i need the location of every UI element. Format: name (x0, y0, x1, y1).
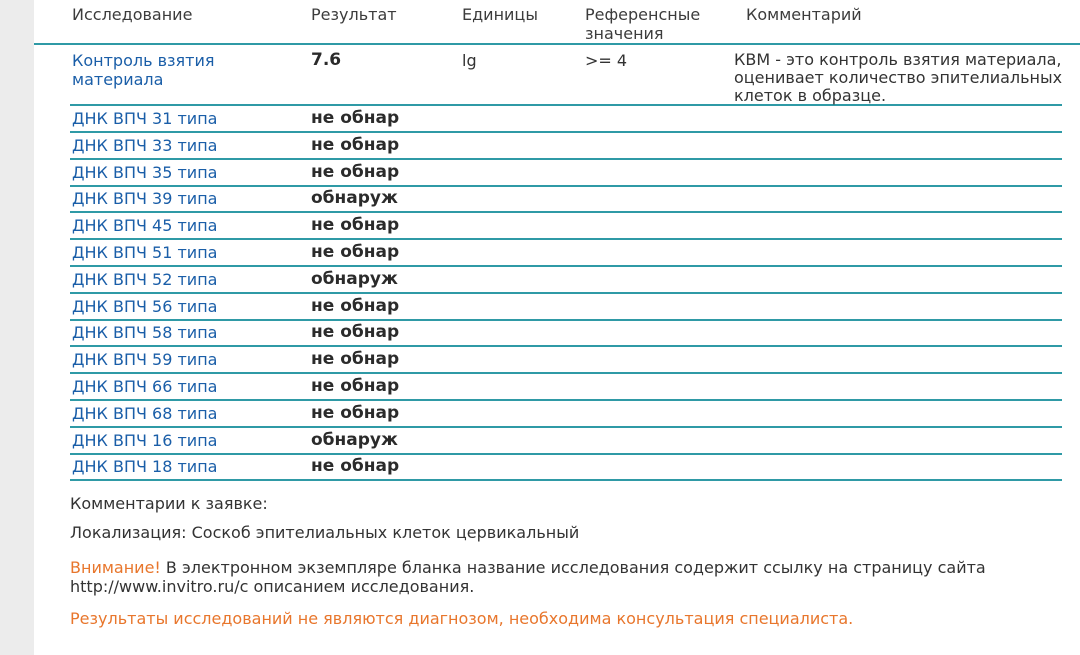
header-units: Единицы (462, 5, 538, 24)
table-row-material-control (70, 45, 1062, 106)
attention-text-2: http://www.invitro.ru/с описанием исследования. (70, 577, 475, 596)
result-value: не обнар (311, 456, 400, 477)
test-name-link[interactable]: ДНК ВПЧ 16 типа (72, 430, 218, 450)
table-row (70, 240, 1062, 267)
test-name-link[interactable]: ДНК ВПЧ 31 типа (72, 109, 218, 128)
test-name-link[interactable]: ДНК ВПЧ 45 типа (72, 216, 218, 236)
attention-notice (70, 558, 986, 577)
table-row (70, 347, 1062, 374)
test-name-link[interactable]: ДНК ВПЧ 56 типа (72, 296, 218, 316)
result-value: обнаруж (311, 188, 398, 209)
report-sheet (34, 0, 1080, 655)
test-name-link[interactable]: ДНК ВПЧ 58 типа (72, 323, 218, 343)
test-name-link[interactable]: ДНК ВПЧ 51 типа (72, 243, 218, 262)
table-row (70, 401, 1062, 428)
table-row (70, 294, 1062, 321)
attention-label: Внимание! (70, 558, 161, 577)
header-reference: Референсные значения (585, 5, 701, 43)
table-row (70, 106, 1062, 133)
disclaimer-text: Результаты исследований не являются диагнозом, необходима консультация специалиста. (70, 609, 854, 628)
test-name-link[interactable]: ДНК ВПЧ 18 типа (72, 457, 218, 477)
result-value: не обнар (311, 376, 400, 396)
table-row (70, 160, 1062, 187)
table-row (70, 374, 1062, 401)
test-name-link[interactable]: ДНК ВПЧ 68 типа (72, 403, 218, 423)
table-row (70, 267, 1062, 294)
result-value: обнаруж (311, 429, 398, 450)
result-value: обнаруж (311, 268, 398, 289)
result-value: не обнар (311, 322, 400, 343)
test-name-link[interactable]: Контроль взятия материала (72, 51, 215, 89)
table-row (70, 428, 1062, 455)
result-value: не обнар (311, 215, 400, 236)
test-name-link[interactable]: ДНК ВПЧ 35 типа (72, 162, 218, 182)
result-value: не обнар (311, 108, 400, 128)
result-value: не обнар (311, 295, 400, 316)
table-row (70, 186, 1062, 213)
localization-text: Локализация: Соскоб эпителиальных клеток цервикальный (70, 523, 580, 542)
comments-title: Комментарии к заявке: (70, 494, 268, 513)
test-name-link[interactable]: ДНК ВПЧ 33 типа (72, 135, 218, 155)
result-value: не обнар (311, 242, 400, 262)
reference-value: >= 4 (585, 51, 628, 70)
test-name-link[interactable]: ДНК ВПЧ 52 типа (72, 269, 218, 289)
header-name: Исследование (72, 5, 193, 24)
result-value: не обнар (311, 134, 400, 155)
test-name-link[interactable]: ДНК ВПЧ 59 типа (72, 350, 218, 370)
comment-text: КВМ - это контроль взятия материала, оценивает количество эпителиальных клеток в образце. (734, 50, 1063, 105)
result-value: не обнар (311, 349, 400, 370)
result-value: не обнар (311, 402, 400, 423)
header-comment: Комментарий (746, 5, 862, 24)
table-row (70, 213, 1062, 240)
header-result: Результат (311, 5, 397, 24)
result-value: 7.6 (311, 50, 342, 70)
table-row (70, 320, 1062, 347)
table-row (70, 133, 1062, 160)
units-value: lg (462, 51, 477, 70)
table-header (34, 0, 1080, 45)
attention-text: В электронном экземпляре бланка название исследования содержит ссылку на страницу сайта (160, 558, 986, 577)
test-name-link[interactable]: ДНК ВПЧ 66 типа (72, 377, 218, 396)
result-value: не обнар (311, 161, 400, 182)
test-name-link[interactable]: ДНК ВПЧ 39 типа (72, 189, 218, 209)
table-row (70, 454, 1062, 481)
